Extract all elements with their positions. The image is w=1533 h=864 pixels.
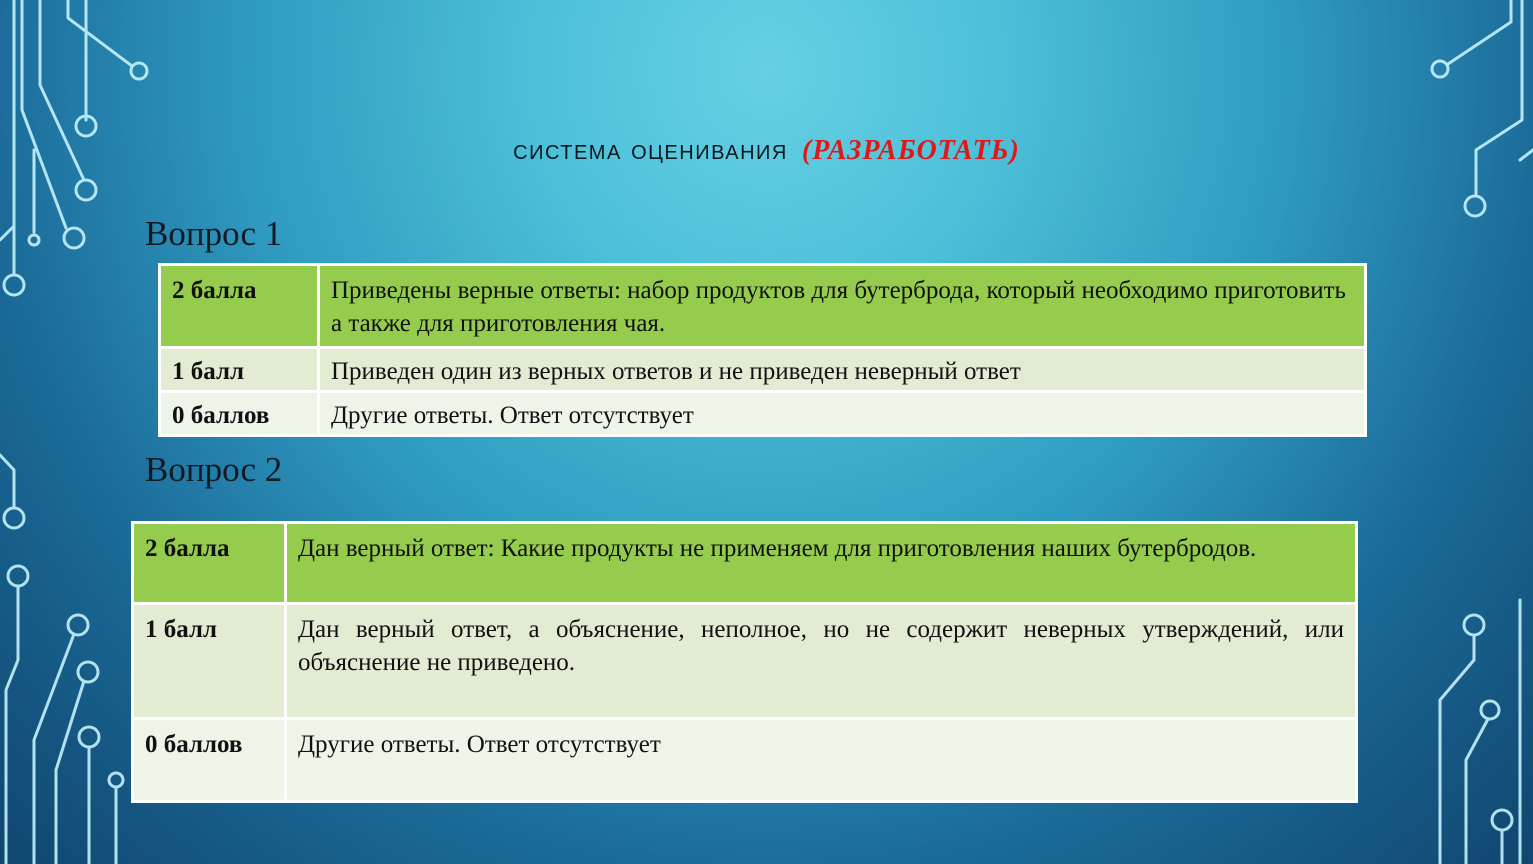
points-cell: 1 балл — [160, 348, 319, 392]
criteria-cell: Приведен один из верных ответов и не приведен неверный ответ — [319, 348, 1366, 392]
question-2-grading-table — [131, 521, 1358, 803]
points-cell: 1 балл — [133, 604, 286, 719]
criteria-cell: Другие ответы. Ответ отсутствует — [319, 392, 1366, 436]
points-cell: 0 баллов — [160, 392, 319, 436]
table-row — [133, 719, 1357, 802]
points-cell: 2 балла — [133, 523, 286, 604]
table-row — [160, 265, 1366, 348]
table-row — [160, 348, 1366, 392]
criteria-cell: Дан верный ответ, а объяснение, неполное, но не содержит неверных утверждений, или объяснение не приведено. — [286, 604, 1357, 719]
slide-title — [0, 134, 1533, 167]
points-cell: 0 баллов — [133, 719, 286, 802]
criteria-cell: Другие ответы. Ответ отсутствует — [286, 719, 1357, 802]
criteria-cell: Дан верный ответ: Какие продукты не применяем для приготовления наших бутербродов. — [286, 523, 1357, 604]
criteria-cell: Приведены верные ответы: набор продуктов для бутерброда, который необходимо приготовить а также для приготовления чая. — [319, 265, 1366, 348]
table-row — [133, 604, 1357, 719]
table-row — [133, 523, 1357, 604]
question-1-grading-table — [158, 263, 1367, 437]
question-2-heading: Вопрос 2 — [145, 450, 283, 489]
question-1-heading: Вопрос 1 — [145, 214, 283, 253]
title-main: система оценивания — [513, 134, 788, 165]
title-accent: (РАЗРАБОТАТЬ) — [801, 135, 1020, 166]
table-row — [160, 392, 1366, 436]
points-cell: 2 балла — [160, 265, 319, 348]
